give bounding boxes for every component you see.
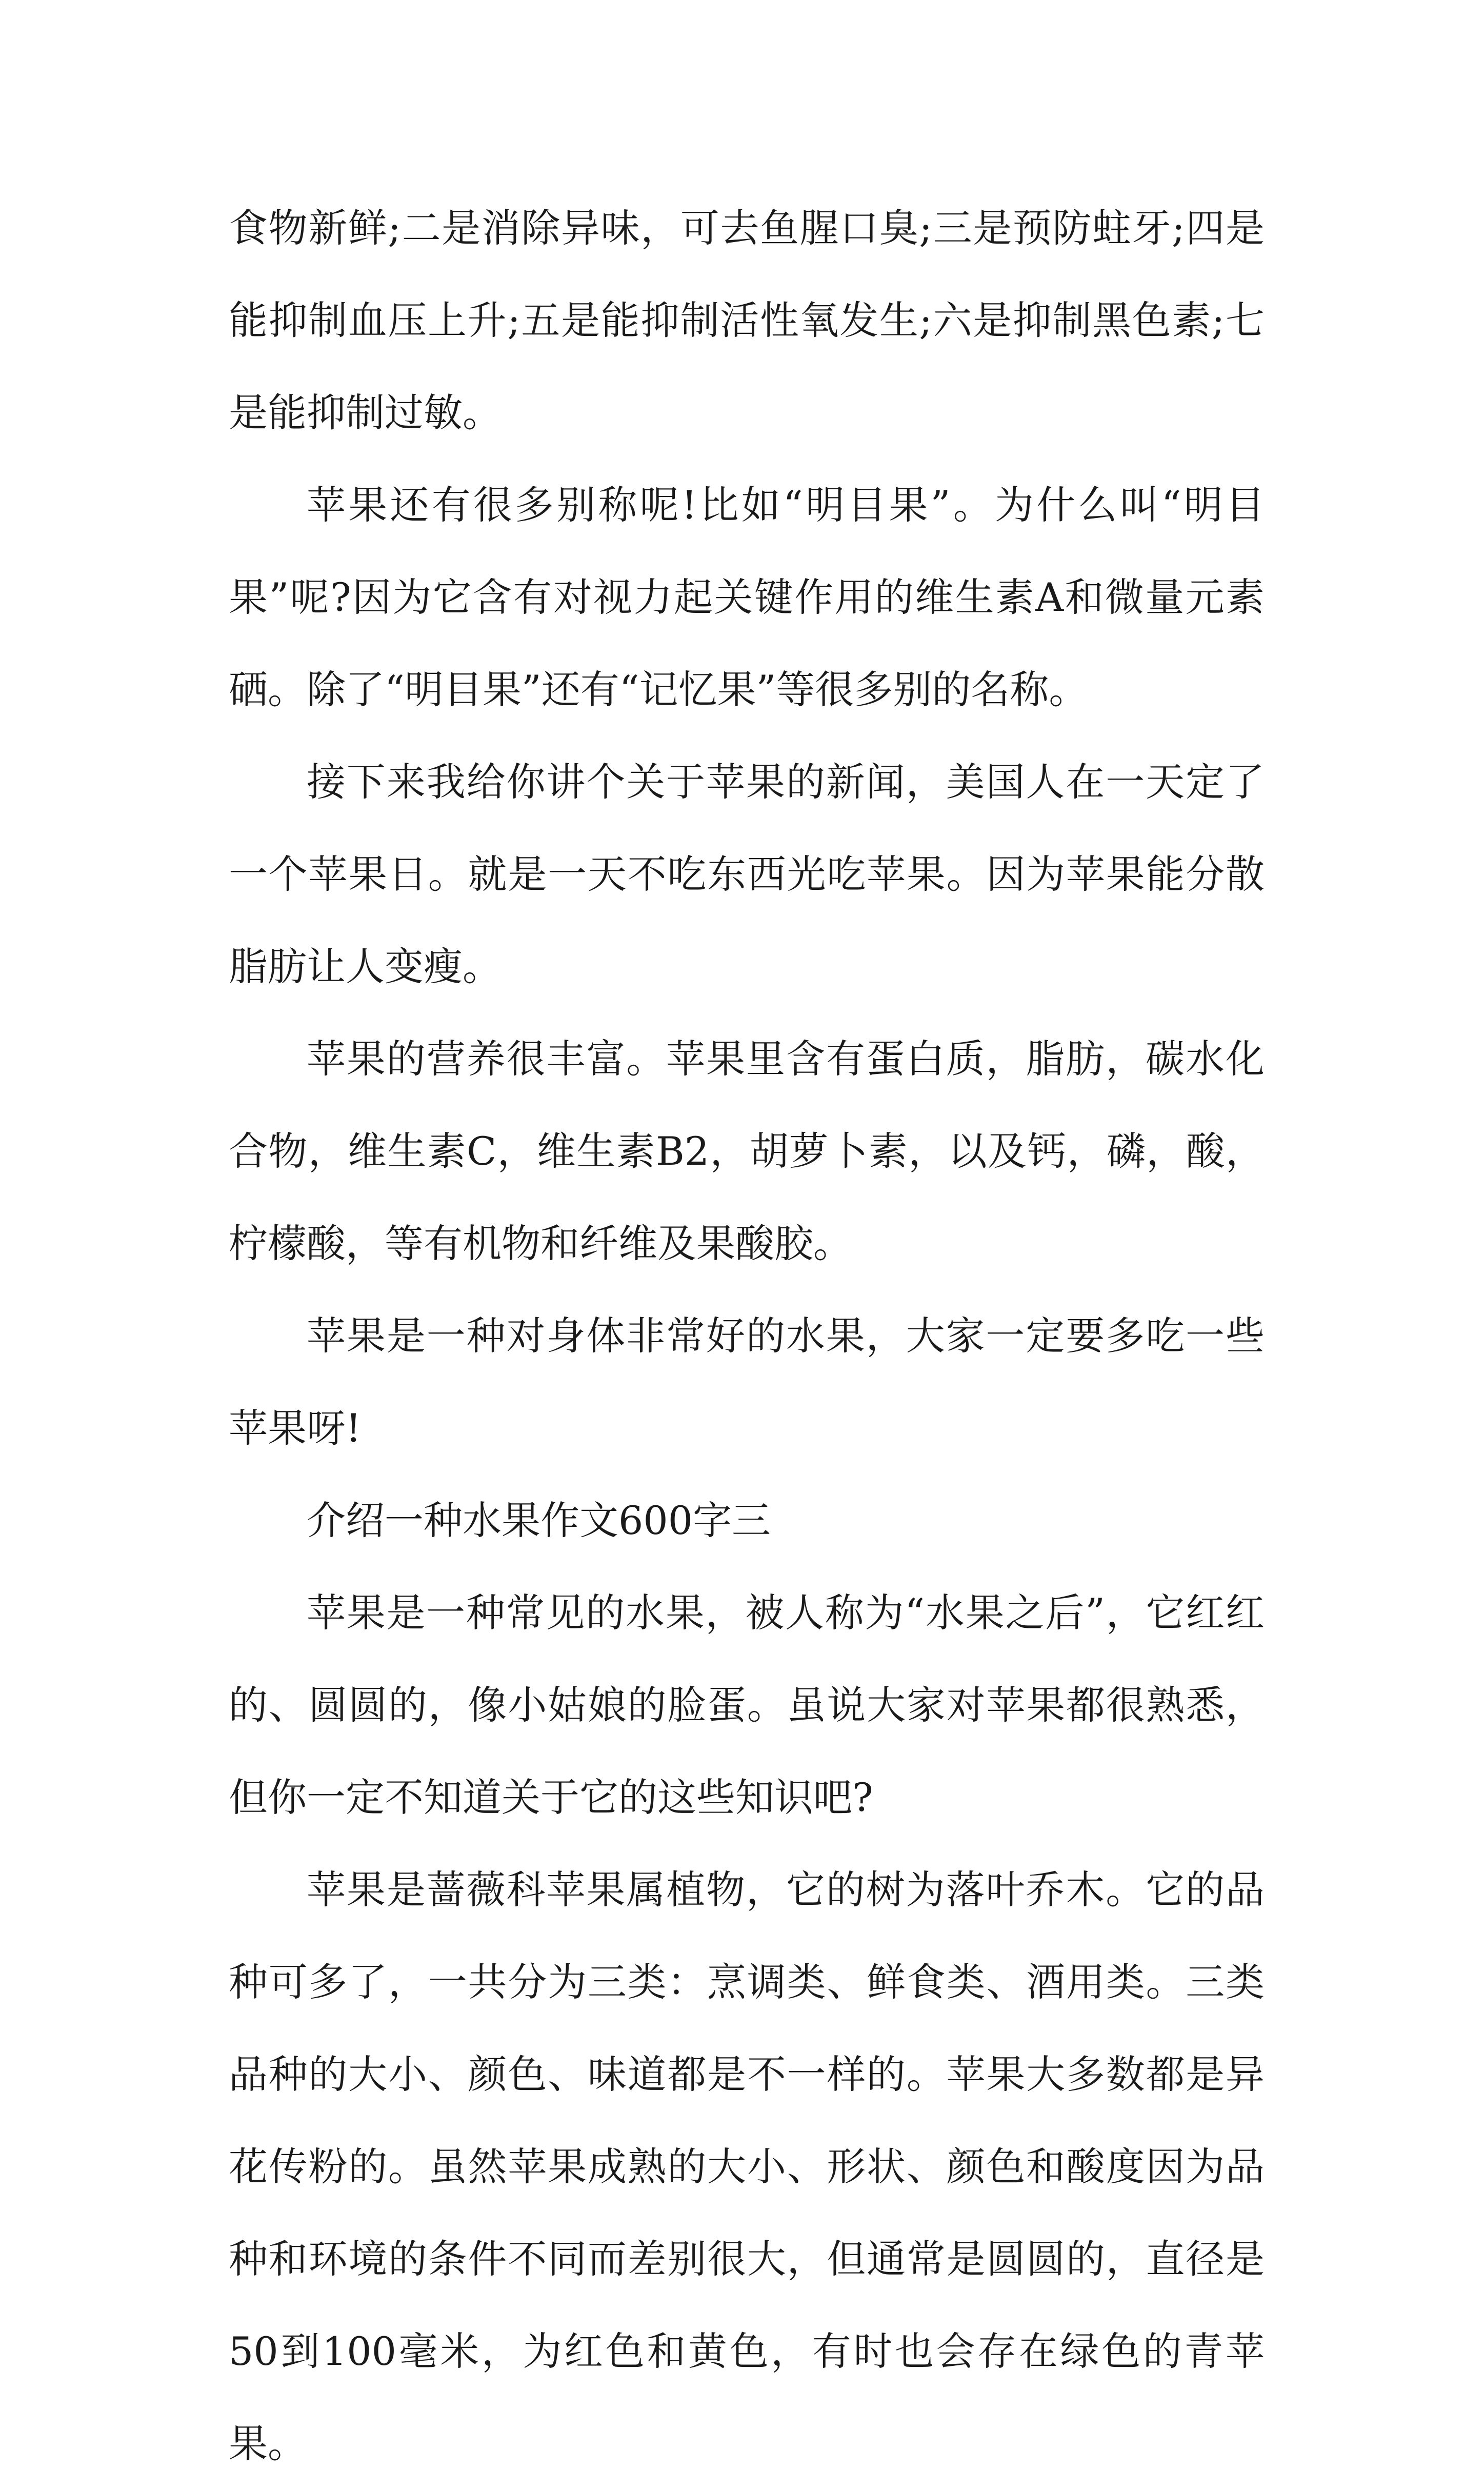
- document-body: [229, 182, 1265, 2490]
- paragraph-nicknames: 苹果还有很多别称呢!比如“明目果”。为什么叫“明目果”呢?因为它含有对视力起关键作用的维生素A和微量元素硒。除了“明目果”还有“记忆果”等很多别的名称。: [229, 482, 1265, 712]
- paragraph-nutrition: 苹果的营养很丰富。苹果里含有蛋白质，脂肪，碳水化合物，维生素C，维生素B2，胡萝卜素，以及钙，磷，酸，柠檬酸，等有机物和纤维及果酸胶。: [229, 1036, 1265, 1266]
- section-heading: 介绍一种水果作文600字三: [307, 1498, 771, 1543]
- paragraph-conclusion: 苹果是一种对身体非常好的水果，大家一定要多吃一些苹果呀!: [229, 1313, 1265, 1451]
- paragraph-intro: 苹果是一种常见的水果，被人称为“水果之后”，它红红的、圆圆的，像小姑娘的脸蛋。虽说大家对苹果都很熟悉，但你一定不知道关于它的这些知识吧?: [229, 1590, 1265, 1820]
- paragraph-varieties: 苹果是蔷薇科苹果属植物，它的树为落叶乔木。它的品种可多了，一共分为三类：烹调类、鲜食类、酒用类。三类品种的大小、颜色、味道都是不一样的。苹果大多数都是异花传粉的。虽然苹果成熟的大小、形状、颜色和酸度因为品种和环境的条件不同而差别很大，但通常是圆圆的，直径是50到100毫米，为红色和黄色，有时也会存在绿色的青苹果。: [229, 1867, 1265, 2466]
- paragraph-apple-day: 接下来我给你讲个关于苹果的新闻，美国人在一天定了一个苹果日。就是一天不吃东西光吃苹果。因为苹果能分散脂肪让人变瘦。: [229, 759, 1265, 989]
- paragraph-continued: 食物新鲜;二是消除异味，可去鱼腥口臭;三是预防蛀牙;四是能抑制血压上升;五是能抑制活性氧发生;六是抑制黑色素;七是能抑制过敏。: [229, 205, 1265, 435]
